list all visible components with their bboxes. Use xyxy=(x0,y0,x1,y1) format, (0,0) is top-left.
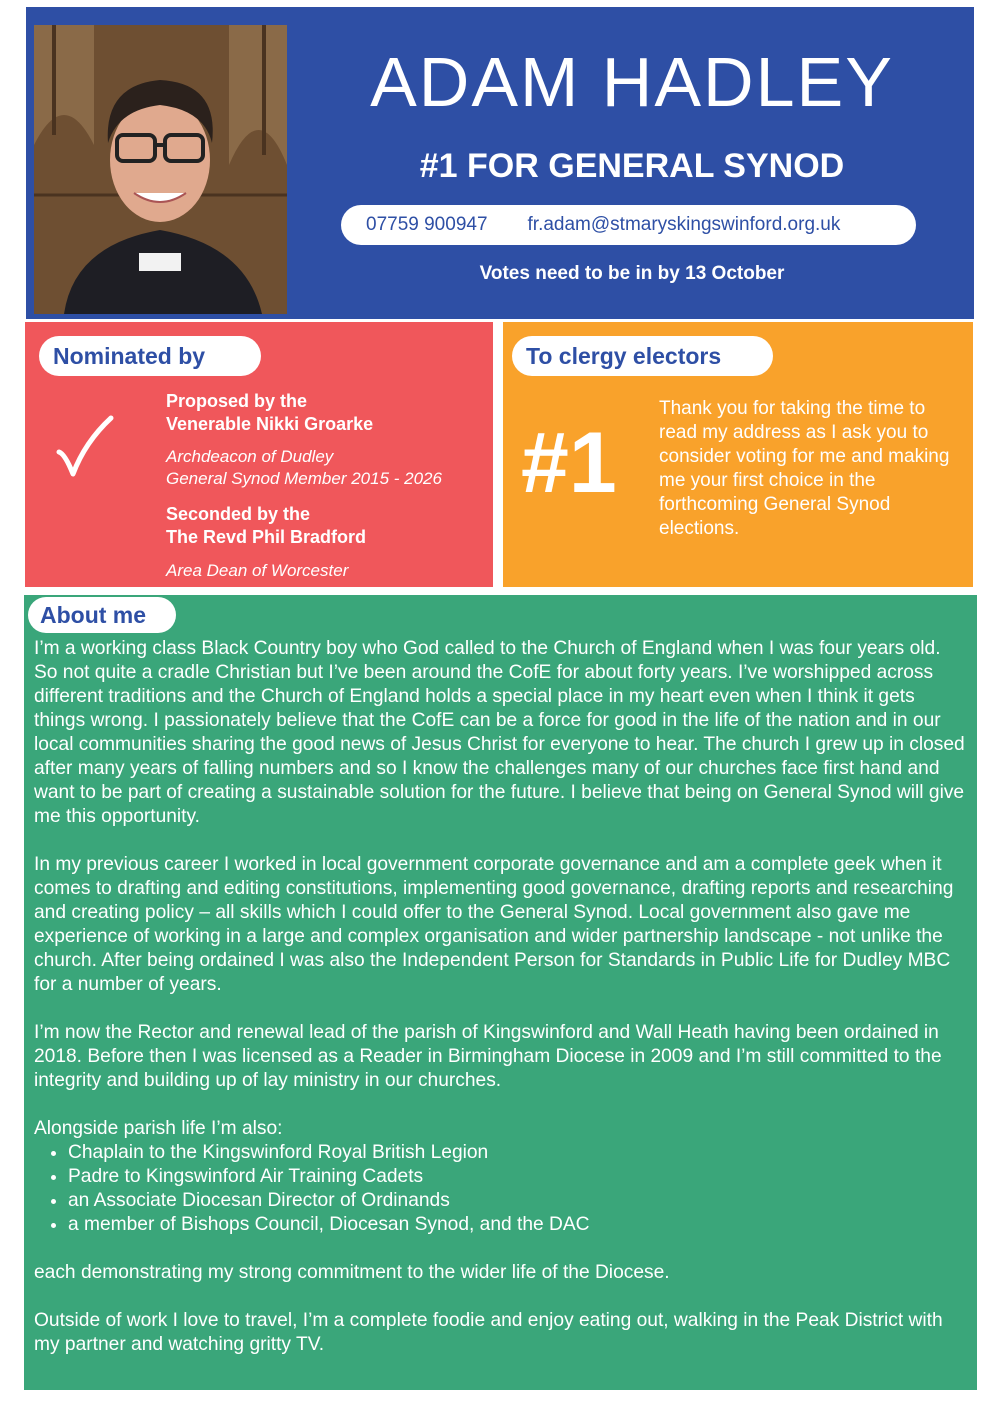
candidate-photo xyxy=(34,25,287,314)
phone-number[interactable]: 07759 900947 xyxy=(366,214,488,235)
list-item: • an Associate Diocesan Director of Ordinands xyxy=(68,1189,969,1213)
roles-list xyxy=(34,1141,969,1237)
check-mark-icon xyxy=(55,412,115,482)
proposer-role1: Archdeacon of Dudley xyxy=(166,447,334,466)
clergy-message: Thank you for taking the time to read my address as I ask you to consider voting for me and making me your first choice in the forthcoming General Synod elections. xyxy=(659,398,950,539)
seconder-role-block xyxy=(166,560,348,582)
seconder-role: Area Dean of Worcester xyxy=(166,561,349,580)
proposer-roles xyxy=(166,446,442,490)
clergy-title: To clergy electors xyxy=(512,336,773,376)
proposer-name: Venerable Nikki Groarke xyxy=(166,414,374,434)
nominated-panel xyxy=(25,322,493,587)
proposer-role2: General Synod Member 2015 - 2026 xyxy=(166,469,442,488)
about-panel xyxy=(24,595,977,1390)
proposer xyxy=(166,390,373,436)
seconder-name: The Revd Phil Bradford xyxy=(166,527,367,547)
seconder-line1: Seconded by the xyxy=(166,504,311,524)
seconder xyxy=(166,503,366,549)
vote-deadline: Votes need to be in by 13 October xyxy=(479,263,785,284)
about-paragraph-2: In my previous career I worked in local government corporate governance and am a complete geek when it comes to drafting and editing constitutions, implementing good governance, drafting reports and researching and creating policy – all skills which I could offer to the General Synod. Local government also gave me experience of working in a large and complex organisation and wider partnership landscape - not unlike the church. After being ordained I was also the Independent Person for Standards in Public Life for Dudley MBC for a number of years. xyxy=(34,854,954,995)
contact-pill xyxy=(341,205,916,245)
proposer-line1: Proposed by the xyxy=(166,391,308,411)
about-paragraph-3: I’m now the Rector and renewal lead of the parish of Kingswinford and Wall Heath having been ordained in 2018. Before then I was licensed as a Reader in Birmingham Diocese in 2009 and I’m still committed to the integrity and building up of lay ministry in our churches. xyxy=(34,1022,942,1091)
list-item: • Padre to Kingswinford Air Training Cadets xyxy=(68,1165,969,1189)
candidate-name: ADAM HADLEY xyxy=(370,43,894,121)
list-item: • Chaplain to the Kingswinford Royal British Legion xyxy=(68,1141,969,1165)
list-item: • a member of Bishops Council, Diocesan Synod, and the DAC xyxy=(68,1213,969,1237)
candidate-subtitle: #1 FOR GENERAL SYNOD xyxy=(419,147,845,185)
list-intro: Alongside parish life I’m also: xyxy=(34,1118,283,1139)
about-paragraph-1: I’m a working class Black Country boy who God called to the Church of England when I was four years old. So not quite a cradle Christian but I’ve been around the CofE for about forty years. I’ve worshipped across different traditions and the Church of England holds a special place in my heart even when I think it gets things wrong. I passionately believe that the CofE can be a force for good in the life of the nation and in our local communities sharing the good news of Jesus Christ for everyone to hear. The church I grew up in closed after many years of falling numbers and so I know the challenges many of our churches face first hand and want to be part of creating a sustainable solution for the future. I believe that being on General Synod will give me this opportunity. xyxy=(34,638,965,827)
header-banner xyxy=(26,7,974,319)
about-paragraph-5: Outside of work I love to travel, I’m a complete foodie and enjoy eating out, walking in the Peak District with my partner and watching gritty TV. xyxy=(34,1310,943,1355)
about-paragraph-4: each demonstrating my strong commitment to the wider life of the Diocese. xyxy=(34,1262,670,1283)
clergy-panel xyxy=(503,322,973,587)
about-title: About me xyxy=(28,597,176,633)
nominated-title: Nominated by xyxy=(39,336,261,376)
number-one: #1 xyxy=(521,415,617,511)
about-text xyxy=(34,637,969,1381)
email-address[interactable]: fr.adam@stmaryskingswinford.org.uk xyxy=(527,214,841,235)
